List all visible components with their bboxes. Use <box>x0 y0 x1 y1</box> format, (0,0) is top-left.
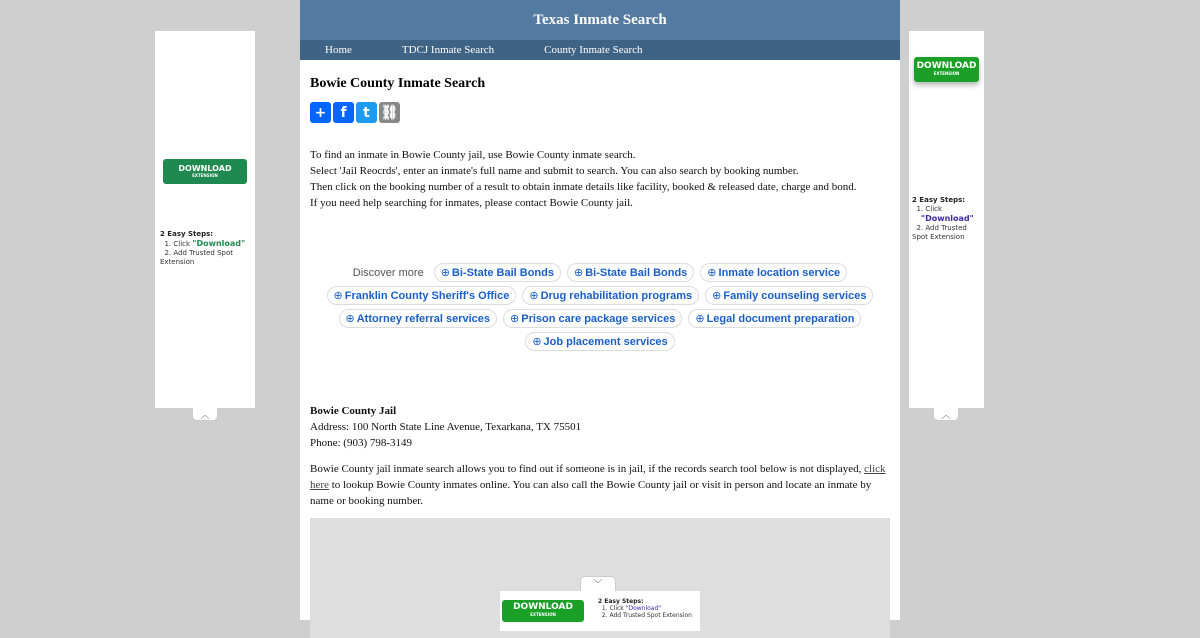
chip-label: Bi-State Bail Bonds <box>585 267 688 279</box>
desc-text: to lookup Bowie County inmates online. You can also call the Bowie County jail or visit in person and locate an inmate by name or booking number. <box>310 479 872 507</box>
bottom-ad <box>500 591 700 631</box>
discover-more <box>310 263 890 351</box>
discover-chip[interactable] <box>522 286 699 305</box>
intro <box>310 147 890 211</box>
discover-chip[interactable] <box>434 263 561 282</box>
plus-circle-icon: ⊕ <box>574 267 584 279</box>
bottom-ad-steps <box>598 598 692 619</box>
discover-chip[interactable] <box>525 332 674 351</box>
intro-line: To find an inmate in Bowie County jail, use Bowie County inmate search. <box>310 149 636 161</box>
jail-phone: Phone: (903) 798-3149 <box>310 437 413 449</box>
intro-line: Select 'Jail Reocrds', enter an inmate's full name and submit to search. You can also search by booking number. <box>310 165 799 177</box>
discover-chip[interactable] <box>327 286 517 305</box>
left-ad-collapse-button[interactable]: ︿ <box>192 408 218 421</box>
extension-label: EXTENSION <box>933 71 960 76</box>
chip-label: Inmate location service <box>718 267 841 279</box>
nav-home[interactable]: Home <box>325 44 352 56</box>
download-label: DOWNLOAD <box>513 602 573 612</box>
desc-text: Bowie County jail inmate search allows you to find out if someone is in jail, if the records search tool below is not displayed, <box>310 463 865 475</box>
right-download-button[interactable] <box>914 57 979 82</box>
step1-highlight: "Download" <box>625 605 662 612</box>
step1: 1. Click <box>601 605 624 612</box>
chip-label: Family counseling services <box>723 290 867 302</box>
chip-label: Job placement services <box>543 336 668 348</box>
bottom-download-button[interactable] <box>502 600 584 622</box>
plus-circle-icon: ⊕ <box>440 267 450 279</box>
intro-line: If you need help searching for inmates, please contact Bowie County jail. <box>310 197 633 209</box>
steps-title: 2 Easy Steps: <box>912 196 966 204</box>
plus-circle-icon: ⊕ <box>695 313 705 325</box>
plus-circle-icon: ⊕ <box>333 290 343 302</box>
right-ad-collapse-button[interactable]: ︿ <box>933 408 959 421</box>
discover-chip[interactable] <box>503 309 682 328</box>
left-download-button[interactable] <box>163 159 247 184</box>
discover-row <box>310 286 890 305</box>
steps-title: 2 Easy Steps: <box>598 598 644 605</box>
extension-label: EXTENSION <box>192 173 218 178</box>
discover-chip[interactable] <box>339 309 498 328</box>
intro-line: Then click on the booking number of a result to obtain inmate details like facility, booked & released date, charge and bond. <box>310 181 857 193</box>
jail-address: Address: 100 North State Line Avenue, Texarkana, TX 75501 <box>310 421 582 433</box>
download-label: DOWNLOAD <box>178 164 232 173</box>
right-ad <box>909 31 984 408</box>
discover-row <box>310 332 890 351</box>
plus-circle-icon: ⊕ <box>707 267 717 279</box>
step1-highlight: "Download" <box>192 239 246 248</box>
discover-chip[interactable] <box>700 263 847 282</box>
chip-label: Legal document preparation <box>706 313 855 325</box>
plus-icon[interactable]: + <box>310 102 331 123</box>
plus-circle-icon: ⊕ <box>529 290 539 302</box>
copy-link-icon[interactable]: ⛓ <box>379 102 400 123</box>
page-title: Bowie County Inmate Search <box>310 76 486 91</box>
steps-title: 2 Easy Steps: <box>160 230 214 238</box>
chip-label: Bi-State Bail Bonds <box>451 267 554 279</box>
jail-description <box>310 461 890 509</box>
step2: 2. Add Trusted Spot Extension <box>912 224 967 241</box>
discover-chip[interactable] <box>688 309 861 328</box>
discover-chip[interactable] <box>705 286 873 305</box>
jail-info <box>310 403 890 451</box>
step1: 1. Click <box>164 240 191 248</box>
share-buttons <box>310 102 890 123</box>
discover-row <box>310 309 890 328</box>
plus-circle-icon: ⊕ <box>510 313 520 325</box>
chip-label: Franklin County Sheriff's Office <box>344 290 510 302</box>
click-here-link[interactable]: click here <box>310 463 886 491</box>
step2: 2. Add Trusted Spot Extension <box>160 249 233 266</box>
discover-label: Discover more <box>352 266 424 279</box>
nav-county[interactable]: County Inmate Search <box>544 44 643 56</box>
twitter-icon[interactable]: t <box>356 102 377 123</box>
step2: 2. Add Trusted Spot Extension <box>601 612 692 619</box>
main-column <box>300 0 900 620</box>
chip-label: Attorney referral services <box>356 313 491 325</box>
discover-chip[interactable] <box>567 263 694 282</box>
plus-circle-icon: ⊕ <box>345 313 355 325</box>
facebook-icon[interactable]: f <box>333 102 354 123</box>
download-label: DOWNLOAD <box>916 61 977 71</box>
bottom-ad-expand-button[interactable]: ﹀ <box>580 576 616 592</box>
extension-label: EXTENSION <box>530 612 556 617</box>
site-title: Texas Inmate Search <box>300 0 900 40</box>
nav-tdcj[interactable]: TDCJ Inmate Search <box>401 44 495 56</box>
plus-circle-icon: ⊕ <box>712 290 722 302</box>
step1-highlight: "Download" <box>920 214 974 223</box>
plus-circle-icon: ⊕ <box>532 336 542 348</box>
left-ad <box>155 31 255 408</box>
right-ad-steps <box>912 196 984 242</box>
nav-bar <box>300 40 900 60</box>
left-ad-steps <box>160 230 252 267</box>
chip-label: Drug rehabilitation programs <box>540 290 693 302</box>
discover-row <box>310 263 890 282</box>
search-tool-frame <box>310 518 890 638</box>
step1: 1. Click <box>916 205 943 213</box>
jail-name: Bowie County Jail <box>310 405 397 417</box>
chip-label: Prison care package services <box>521 313 676 325</box>
